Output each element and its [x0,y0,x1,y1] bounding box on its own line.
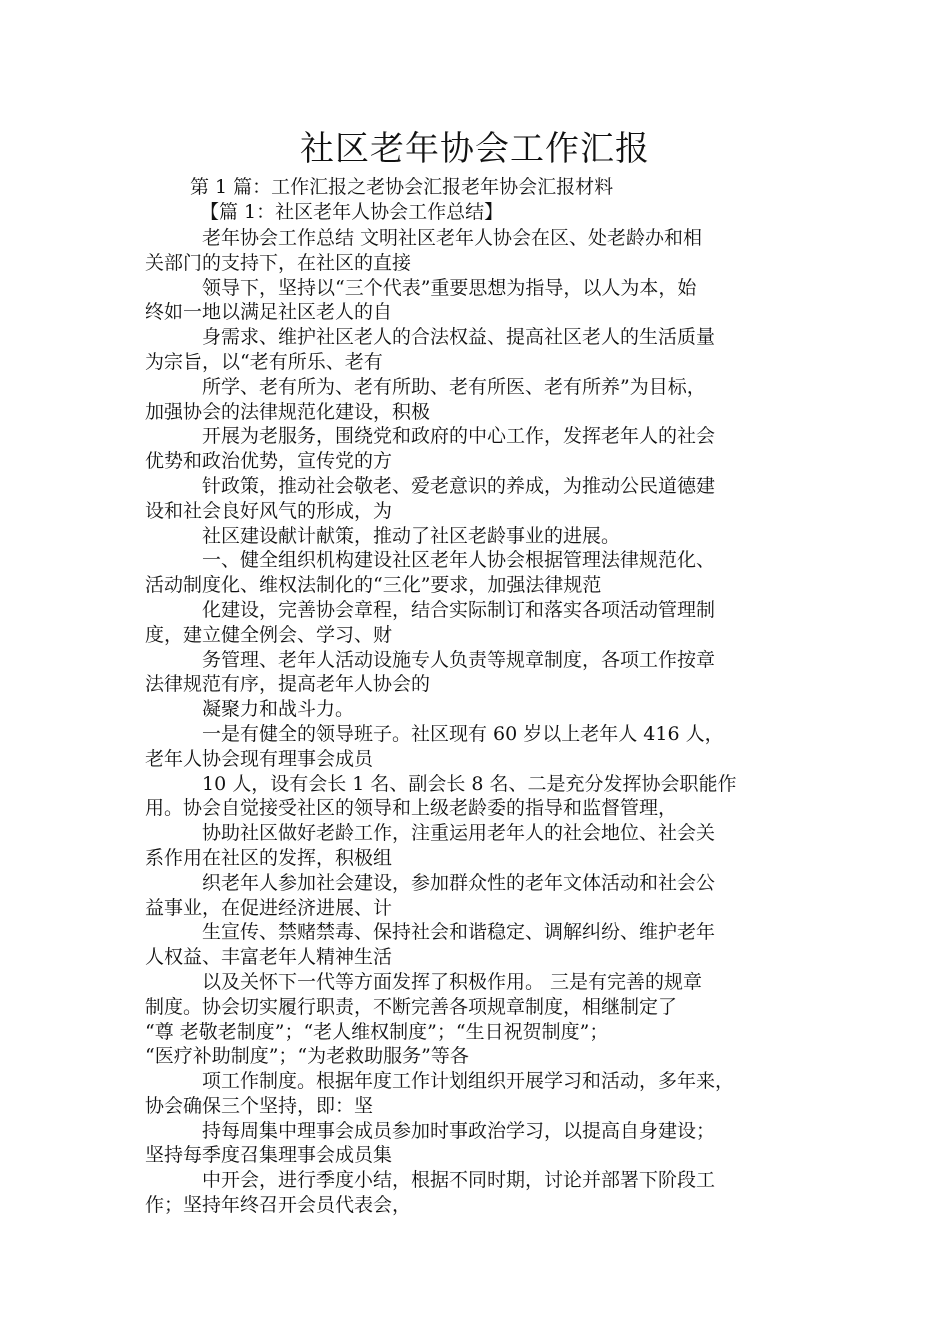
text-line: 社区建设献计献策，推动了社区老龄事业的进展。 [202,524,621,547]
text-line: 项工作制度。根据年度工作计划组织开展学习和活动，多年来， [202,1070,735,1093]
text-line: 领导下，坚持以“三个代表”重要思想为指导，以人为本，始 [202,276,697,299]
text-line: 一是有健全的领导班子。社区现有 60 岁以上老年人 416 人， [202,722,724,745]
section-heading: 【篇 1：社区老年人协会工作总结】 [200,201,504,223]
text-line: 为宗旨，以“老有所乐、老有 [145,350,383,373]
text-line: 协助社区做好老龄工作，注重运用老年人的社会地位、社会关 [202,822,716,845]
text-line: 加强协会的法律规范化建设，积极 [145,400,431,423]
text-line: 一、健全组织机构建设社区老年人协会根据管理法律规范化、 [202,549,716,572]
text-line: 中开会，进行季度小结，根据不同时期，讨论并部署下阶段工 [202,1169,716,1192]
text-line: 终如一地以满足社区老人的自 [145,301,393,324]
text-line: 系作用在社区的发挥，积极组 [145,846,393,869]
text-line: 老年协会工作总结 文明社区老年人协会在区、处老龄办和相 [202,227,703,249]
text-line: “医疗补助制度”；“为老救助服务”等各 [145,1045,469,1068]
text-line: 持每周集中理事会成员参加时事政治学习，以提高自身建设； [202,1119,716,1142]
text-line: 身需求、维护社区老人的合法权益、提高社区老人的生活质量 [202,326,716,349]
text-line: 关部门的支持下，在社区的直接 [145,251,412,274]
text-line: 优势和政治优势，宣传党的方 [145,450,393,473]
text-line: 人权益、丰富老年人精神生活 [145,946,393,969]
text-line: 10 人，设有会长 1 名、副会长 8 名、二是充分发挥协会职能作 [202,772,737,795]
text-line: 针政策，推动社会敬老、爱老意识的养成，为推动公民道德建 [202,474,716,497]
text-line: 生宣传、禁赌禁毒、保持社会和谐稳定、调解纠纷、维护老年 [202,921,716,944]
text-line: 以及关怀下一代等方面发挥了积极作用。 三是有完善的规章 [202,970,703,993]
text-line: 法律规范有序，提高老年人协会的 [145,673,431,696]
text-line: 化建设，完善协会章程，结合实际制订和落实各项活动管理制 [202,598,716,621]
text-line: 制度。协会切实履行职责，不断完善各项规章制度，相继制定了 [145,995,678,1018]
text-line: 设和社会良好风气的形成，为 [145,499,393,522]
document-title: 社区老年协会工作汇报 [300,129,650,169]
text-line: 凝聚力和战斗力。 [202,698,355,721]
text-line: 开展为老服务，围绕党和政府的中心工作，发挥老年人的社会 [202,425,716,448]
text-line: 协会确保三个坚持，即：坚 [145,1094,374,1117]
document-body [145,226,805,1218]
text-line: 作；坚持年终召开会员代表会， [145,1194,412,1217]
body-paragraph [145,226,805,1218]
text-line: 务管理、老年人活动设施专人负责等规章制度，各项工作按章 [202,648,716,671]
text-line: 活动制度化、维权法制化的“三化”要求，加强法律规范 [145,574,602,597]
text-line: 老年人协会现有理事会成员 [145,747,374,770]
text-line: 所学、老有所为、老有所助、老有所医、老有所养”为目标， [202,375,706,398]
text-line: 用。协会自觉接受社区的领导和上级老龄委的指导和监督管理， [145,797,678,820]
document-subtitle: 第 1 篇：工作汇报之老协会汇报老年协会汇报材料 [190,176,614,198]
text-line: 织老年人参加社会建设，参加群众性的老年文体活动和社会公 [202,871,716,894]
text-line: 坚持每季度召集理事会成员集 [145,1144,393,1167]
text-line: “尊 老敬老制度”；“老人维权制度”；“生日祝贺制度”； [145,1020,609,1043]
text-line: 度，建立健全例会、学习、财 [145,623,393,646]
text-line: 益事业，在促进经济进展、计 [145,896,393,919]
